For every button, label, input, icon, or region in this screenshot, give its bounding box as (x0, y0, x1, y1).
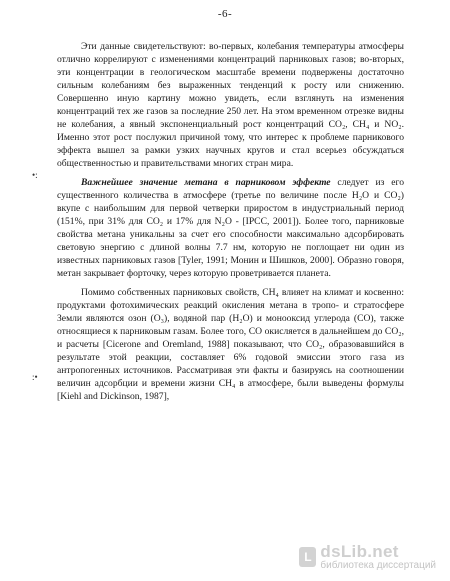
margin-mark: :• (32, 372, 38, 382)
dslib-logo-icon (299, 547, 316, 567)
paragraph-3: Помимо собственных парниковых свойств, CH₄ влияет на климат и косвенно: продуктами фотохимических реакций окисления метана в тропо- и стратосфере Земли являются озон (O₃), водяной пар (H₂O) и монооксид углерода (CO), также относящиеся к парниковым газам. Более того, CO окисляется в дальнейшем до CO₂, и расчеты [Cicerone and Oremland, 1988] показывают, что CO₂, образовавшийся в результате этой реакции, составляет 6% годовой эмиссии этого газа из антропогенных источников. Рассматривая эти факты и базируясь на соотношении величин адсорбции и времени жизни CH₄ в атмосфере, были выведены формулы [Kiehl and Dickinson, 1987], (57, 287, 404, 402)
page-number: -6- (217, 8, 233, 20)
logo-letter: L (304, 550, 312, 564)
margin-mark: •: (32, 170, 38, 180)
paragraph-2-body: следует из его существенного количества в атмосфере (третье по величине после H₂O и CO₂) вкупе с наибольшим для первой четверки приростом в индустриальный период (151%, при 31% для CO₂ и 17% для N₂O - [IPCC, 2001]). Более того, парниковые свойства метана уникальны за счет его способности максимально адсорбировать световую энергию с длиной волны 7.7 нм, которую не поглощает ни один из известных парниковых газов [Tyler, 1991; Монин и Шишков, 2000]. Образно говоря, метан закрывает форточку, через которую проветривается планета. (57, 177, 404, 279)
watermark-site: dsLib.net (320, 542, 399, 561)
body-text (57, 40, 404, 406)
paragraph-1: Эти данные свидетельствуют: во-первых, колебания температуры атмосферы отлично коррелируют с изменениями концентраций парниковых газов; во-вторых, эти концентрации в геологическом масштабе времени подвержены достаточно сильным колебаниям без выраженных тенденций к росту или снижению. Совершенно иную картину можно увидеть, если взглянуть на изменения концентраций тех же газов за последние 250 лет. На этом временном отрезке видны не колебания, а явный экспоненциальный рост концентраций CO₂, CH₄ и NO₂. Именно этот рост послужил причиной тому, что интерес к проблеме парникового эффекта вышел за рамки узких научных кругов и стал всерьез обсуждаться общественностью и правительствами многих стран мира. (57, 41, 404, 169)
paragraph-2 (57, 176, 404, 280)
watermark (299, 543, 436, 571)
paragraph-2-lead: Важнейшее значение метана в парниковом эффекте (81, 177, 331, 188)
watermark-tagline: библиотека диссертаций (320, 560, 436, 571)
